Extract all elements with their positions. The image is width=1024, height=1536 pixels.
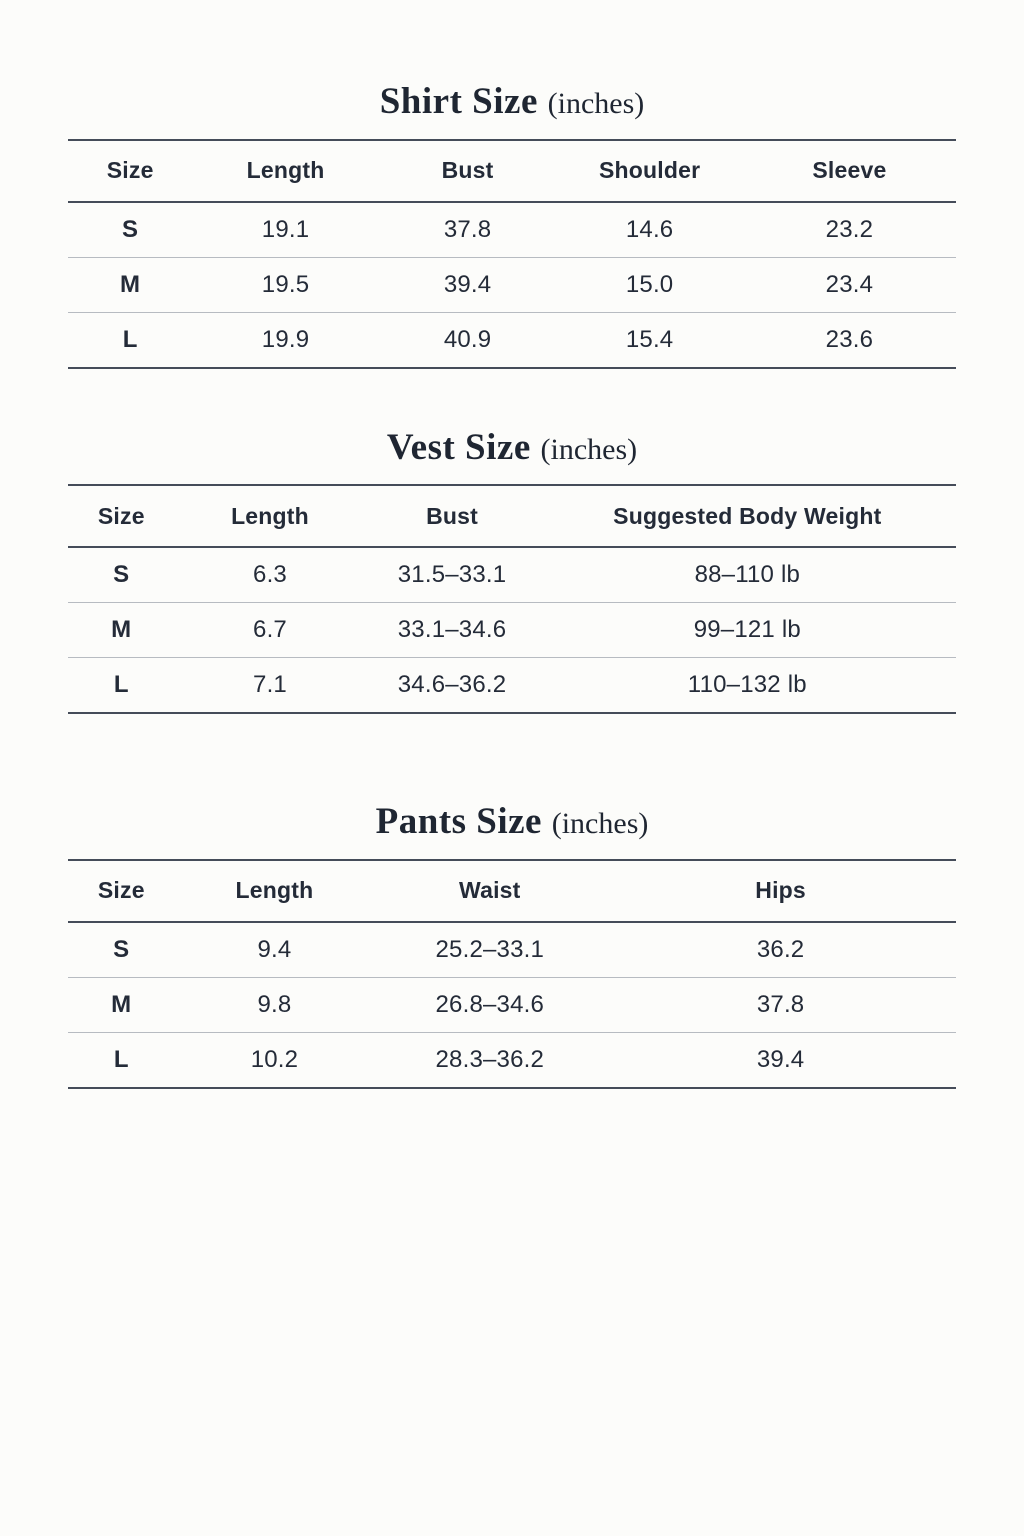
column-header: Size — [68, 860, 175, 922]
size-table-section — [68, 426, 956, 715]
value-cell: 23.4 — [743, 257, 956, 312]
size-cell: M — [68, 603, 175, 658]
size-cell: S — [122, 215, 139, 243]
column-header: Suggested Body Weight — [539, 485, 956, 547]
value-cell: 14.6 — [625, 215, 674, 243]
value-cell: 33.1–34.6 — [365, 603, 538, 658]
value-cell: 23.6 — [743, 312, 956, 368]
column-header: Sleeve — [743, 140, 956, 202]
column-header: Length — [175, 860, 375, 922]
table-row — [68, 547, 956, 603]
value-cell: 19.9 — [192, 312, 378, 368]
column-header: Hips — [605, 860, 956, 922]
header-row — [68, 485, 956, 547]
table-title-unit: (inches) — [540, 432, 638, 466]
table-title-unit: (inches) — [551, 807, 649, 841]
table-row — [68, 977, 956, 1032]
value-cell: 34.6–36.2 — [365, 658, 538, 714]
column-header: Length — [192, 140, 378, 202]
size-table — [68, 139, 956, 369]
value-cell: 19.1 — [261, 215, 310, 243]
value-cell: 37.8 — [443, 215, 492, 243]
table-title-text: Shirt Size — [379, 81, 538, 122]
value-cell: 39.4 — [379, 257, 557, 312]
value-cell: 28.3–36.2 — [374, 1032, 605, 1088]
value-cell: 25.2–33.1 — [435, 935, 545, 963]
value-cell: 26.8–34.6 — [374, 977, 605, 1032]
value-cell: 15.4 — [556, 312, 742, 368]
size-table-section — [68, 800, 956, 1089]
table-title-unit: (inches) — [547, 87, 645, 120]
table-title — [68, 426, 956, 470]
table-title-text: Pants Size — [375, 801, 542, 843]
column-header: Shoulder — [556, 140, 742, 202]
size-cell: M — [68, 977, 175, 1032]
value-cell: 88–110 lb — [694, 561, 801, 589]
table-title — [68, 80, 956, 124]
size-cell: M — [68, 257, 192, 312]
table-row — [68, 603, 956, 658]
table-row — [68, 1032, 956, 1088]
value-cell: 10.2 — [175, 1032, 375, 1088]
column-header: Bust — [379, 140, 557, 202]
value-cell: 37.8 — [605, 977, 956, 1032]
value-cell: 15.0 — [556, 257, 742, 312]
table-row — [68, 312, 956, 368]
value-cell: 6.7 — [175, 603, 366, 658]
size-cell: L — [68, 1032, 175, 1088]
value-cell: 23.2 — [825, 215, 874, 243]
table-row — [68, 257, 956, 312]
value-cell: 39.4 — [605, 1032, 956, 1088]
value-cell: 9.8 — [175, 977, 375, 1032]
column-header: Size — [68, 140, 192, 202]
size-cell: L — [68, 312, 192, 368]
value-cell: 19.5 — [192, 257, 378, 312]
table-row — [68, 658, 956, 714]
value-cell: 40.9 — [379, 312, 557, 368]
column-header: Size — [68, 485, 175, 547]
size-cell: S — [113, 561, 130, 589]
table-row — [68, 922, 956, 978]
size-table-section — [68, 80, 956, 369]
table-row — [68, 202, 956, 258]
column-header: Length — [175, 485, 366, 547]
size-cell: S — [113, 935, 130, 963]
size-table — [68, 484, 956, 714]
value-cell: 7.1 — [175, 658, 366, 714]
header-row — [68, 140, 956, 202]
table-title-text: Vest Size — [386, 426, 531, 468]
value-cell: 36.2 — [756, 935, 805, 963]
table-title — [68, 800, 956, 844]
header-row — [68, 860, 956, 922]
value-cell: 110–132 lb — [539, 658, 956, 714]
size-cell: L — [68, 658, 175, 714]
value-cell: 6.3 — [253, 561, 287, 589]
size-table — [68, 859, 956, 1089]
value-cell: 99–121 lb — [539, 603, 956, 658]
value-cell: 9.4 — [257, 935, 292, 963]
column-header: Bust — [365, 485, 538, 547]
column-header: Waist — [374, 860, 605, 922]
value-cell: 31.5–33.1 — [397, 561, 507, 589]
